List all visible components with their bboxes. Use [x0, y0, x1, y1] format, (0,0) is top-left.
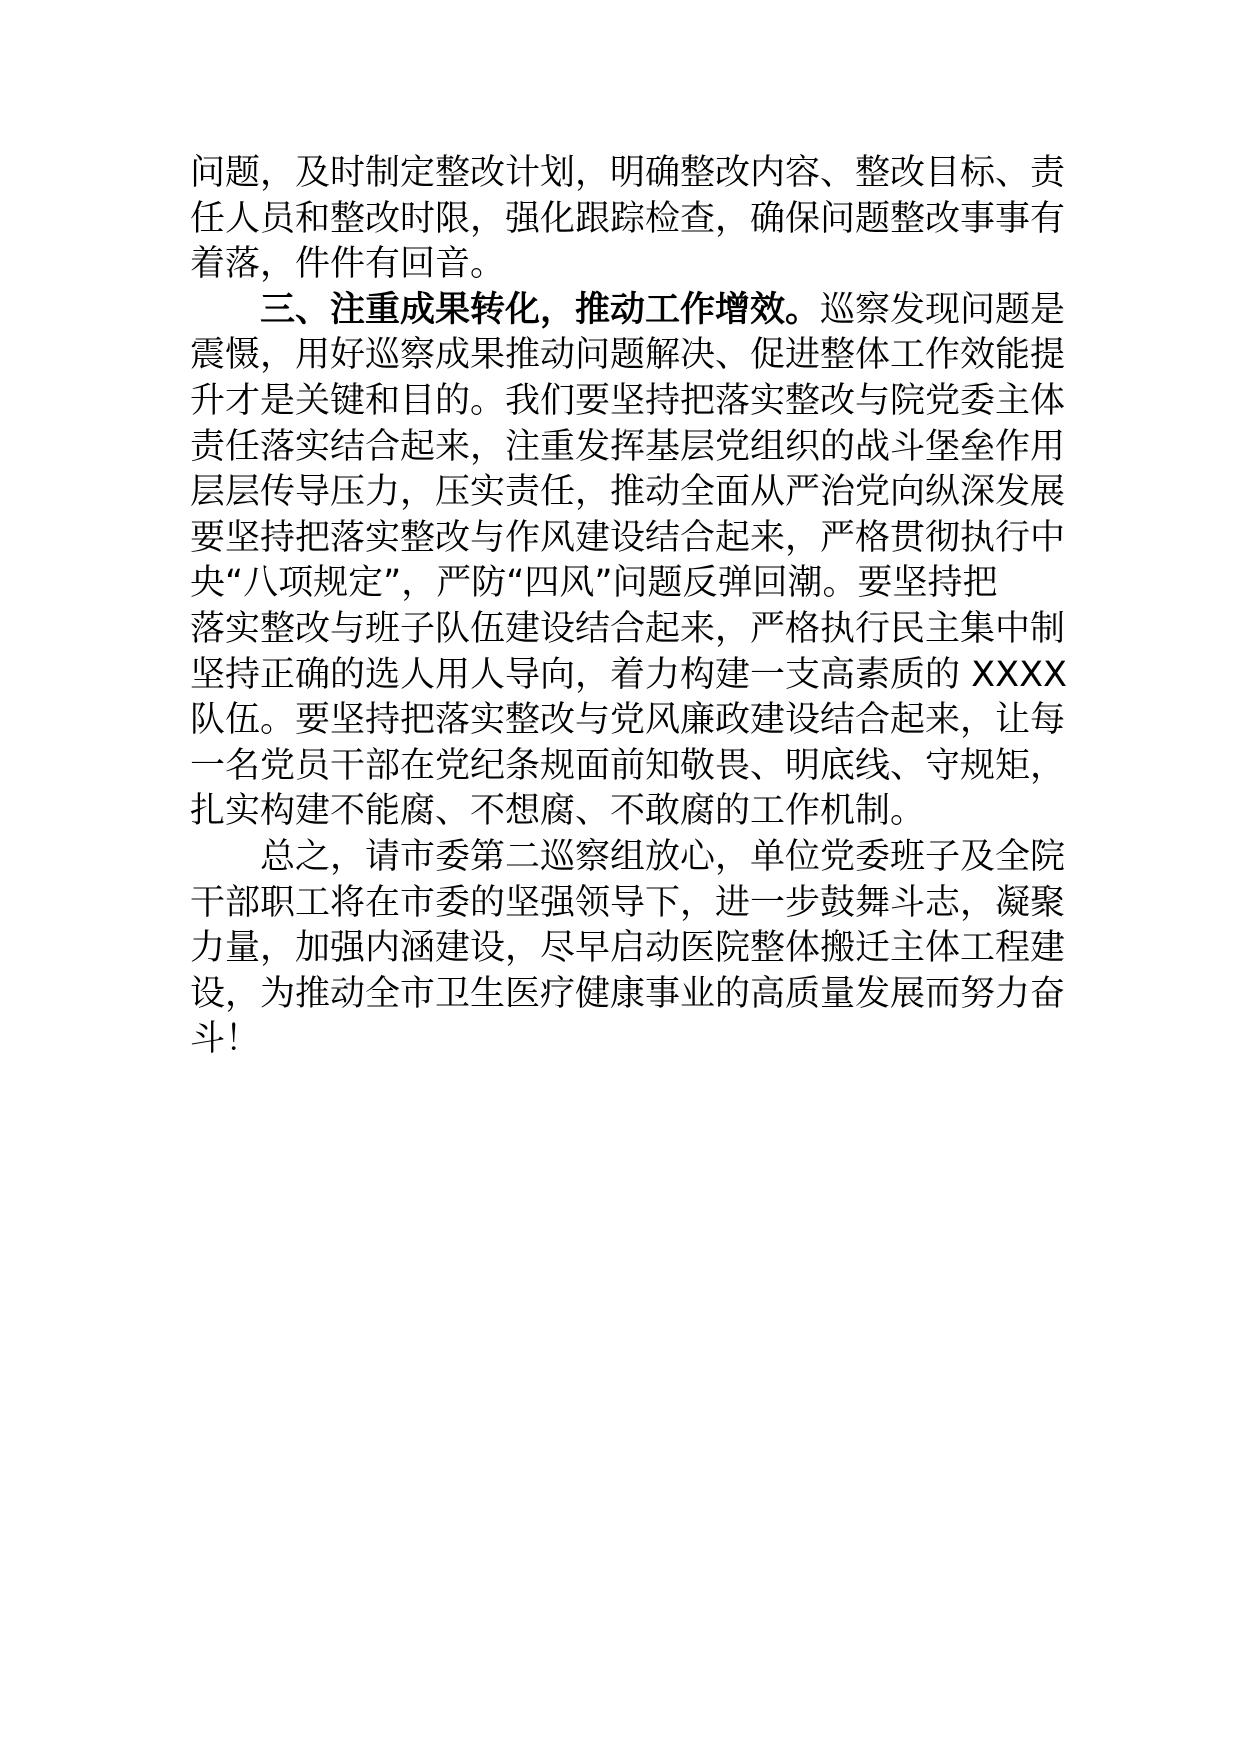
- paragraph-2-line-4: 责任落实结合起来，注重发挥基层党组织的战斗堡垒作用: [190, 426, 1066, 467]
- paragraph-2-line-2: 震慑，用好巡察成果推动问题解决、促进整体工作效能提: [190, 335, 1066, 376]
- paragraph-1-line-1: 问题，及时制定整改计划，明确整改内容、整改目标、责: [190, 153, 1066, 193]
- paragraph-1-line-3: 着落，件件有回音。: [190, 244, 506, 285]
- section-heading-three: 三、注重成果转化，推动工作增效。: [260, 289, 821, 330]
- paragraph-2-line-7: 央“八项规定”，严防“四风”问题反弹回潮。要坚持把: [190, 563, 998, 604]
- paragraph-3-line-5: 斗！: [190, 1019, 261, 1060]
- paragraph-2-line-1: [190, 288, 1066, 334]
- paragraph-3-line-4: 设，为推动全市卫生医疗健康事业的高质量发展而努力奋: [190, 973, 1066, 1014]
- paragraph-3-line-1: 总之，请市委第二巡察组放心，单位党委班子及全院: [260, 836, 1066, 877]
- paragraph-3-line-2: 干部职工将在市委的坚强领导下，进一步鼓舞斗志，凝聚: [190, 882, 1066, 923]
- paragraph-1-line-2: 任人员和整改时限，强化跟踪检查，确保问题整改事事有: [190, 198, 1066, 239]
- paragraph-2-line-9: 坚持正确的选人用人导向，着力构建一支高素质的 XXXX: [190, 654, 1068, 695]
- paragraph-2-line-11: 一名党员干部在党纪条规面前知敬畏、明底线、守规矩，: [190, 745, 1066, 786]
- paragraph-2-line-1-rest: 巡察发现问题是: [820, 289, 1066, 330]
- paragraph-2-line-8: 落实整改与班子队伍建设结合起来，严格执行民主集中制: [190, 608, 1066, 649]
- paragraph-2-line-12: 扎实构建不能腐、不想腐、不敢腐的工作机制。: [190, 791, 926, 832]
- document-body: [190, 151, 1068, 1063]
- paragraph-2-line-3: 升才是关键和目的。我们要坚持把落实整改与院党委主体: [190, 380, 1066, 421]
- paragraph-3-line-3: 力量，加强内涵建设，尽早启动医院整体搬迁主体工程建: [190, 928, 1066, 969]
- paragraph-2-line-6: 要坚持把落实整改与作风建设结合起来，严格贯彻执行中: [190, 517, 1066, 558]
- paragraph-2-line-10: 队伍。要坚持把落实整改与党风廉政建设结合起来，让每: [190, 700, 1066, 741]
- paragraph-2-line-5: 层层传导压力，压实责任，推动全面从严治党向纵深发展: [190, 472, 1066, 513]
